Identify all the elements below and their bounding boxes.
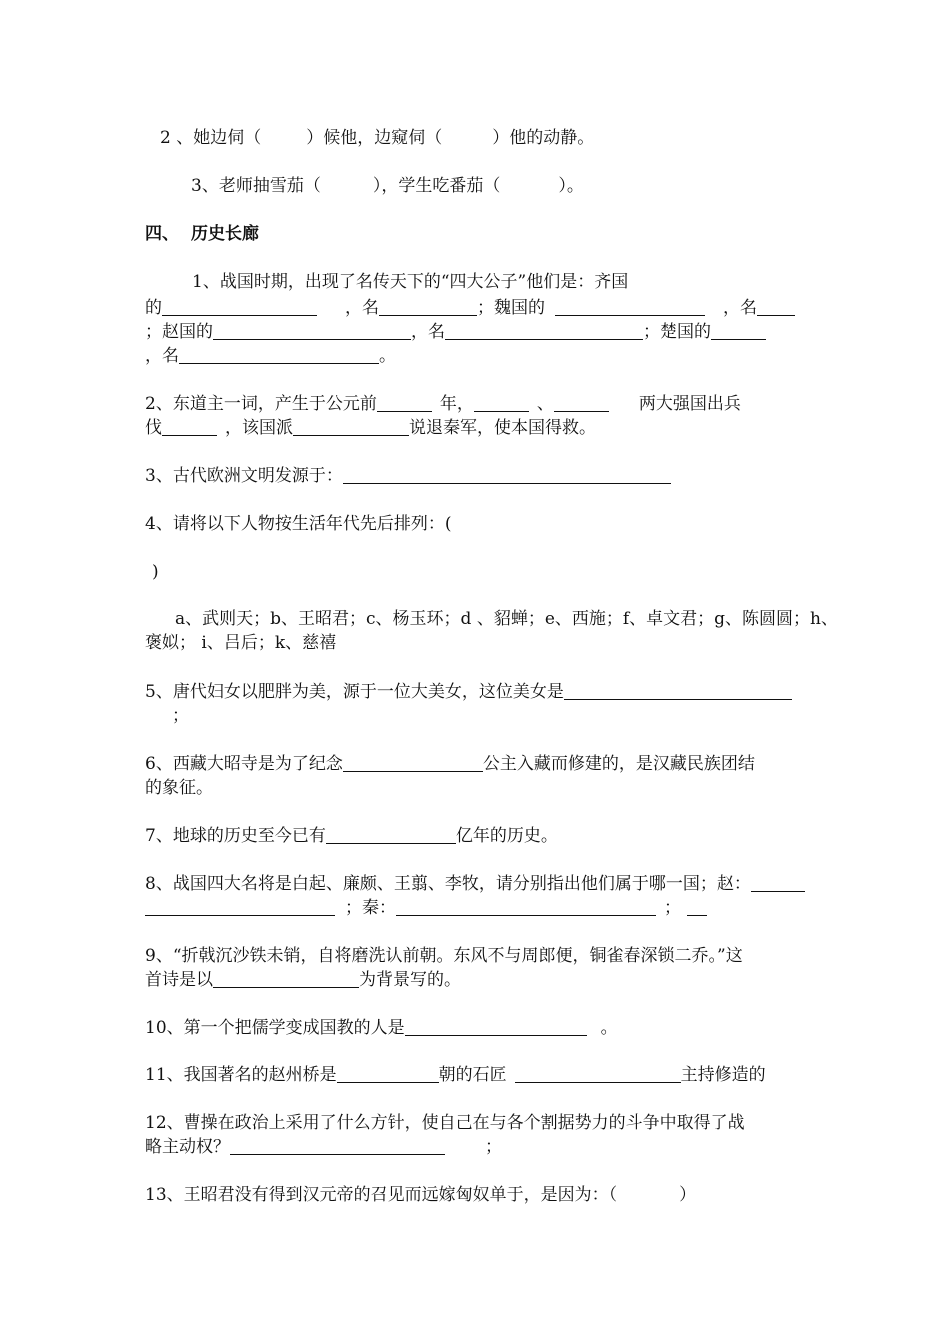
q8-line-1 (145, 872, 805, 896)
q5-text: 5、唐代妇女以肥胖为美，源于一位大美女，这位美女是 (145, 682, 564, 702)
q3-line (145, 464, 671, 488)
q7-line (145, 824, 558, 848)
q1-text: ，名 (723, 298, 757, 318)
q9-line-1: 9、“折戟沉沙铁未销，自将磨洗认前朝。东风不与周郎便，铜雀春深锁二乔。”这 (145, 946, 743, 966)
q4-line-2: ) (152, 562, 159, 582)
q8-line-2 (145, 896, 707, 920)
q1-line-3 (145, 320, 766, 344)
answer-blank[interactable] (293, 417, 409, 436)
q2-text: 、 (536, 394, 554, 414)
q6-line-1 (145, 752, 755, 776)
answer-blank[interactable] (555, 297, 705, 316)
answer-blank[interactable] (711, 321, 766, 340)
q8-text: 8、战国四大名将是白起、廉颇、王翦、李牧，请分别指出他们属于哪一国；赵： (145, 874, 751, 894)
q1-text: ；楚国的 (643, 322, 711, 342)
q10-text: 10、第一个把儒学变成国教的人是 (145, 1018, 405, 1038)
q4-options-line-2: 褒姒； i、吕后；k、慈禧 (145, 633, 337, 653)
q11-line (145, 1063, 766, 1087)
q13-line (145, 1183, 696, 1207)
answer-blank[interactable] (213, 321, 411, 340)
q1-text: ，名 (345, 298, 379, 318)
section-heading (145, 222, 259, 246)
q11-text: 主持修造的 (680, 1065, 766, 1085)
q1-line-1: 1、战国时期，出现了名传天下的“四大公子”他们是：齐国 (192, 272, 629, 292)
answer-blank[interactable] (757, 297, 795, 316)
q2-text: 伐 (145, 418, 162, 438)
section-title: 历史长廊 (191, 224, 259, 244)
q2-text: ，该国派 (225, 418, 293, 438)
q4-options-line-1: a、武则天；b、王昭君；c、杨玉环；d 、貂蝉；e、西施；f、卓文君；g、陈圆圆；h、 (175, 609, 839, 629)
q1-text: 。 (379, 346, 396, 366)
answer-blank[interactable] (162, 297, 317, 316)
q12-line-2 (145, 1135, 502, 1159)
answer-blank[interactable] (396, 897, 656, 916)
answer-blank[interactable] (405, 1017, 587, 1036)
q10-line (145, 1016, 618, 1040)
answer-blank[interactable] (213, 969, 359, 988)
answer-blank[interactable] (687, 897, 707, 916)
q13-text: ） (679, 1185, 697, 1205)
answer-blank[interactable] (145, 897, 335, 916)
q5-line-2: ； (172, 706, 189, 726)
q2-text: 说退秦军，使本国得救。 (409, 418, 596, 438)
q7-text: 亿年的历史。 (455, 826, 558, 846)
answer-blank[interactable] (179, 345, 379, 364)
q2-text: 年， (439, 394, 474, 414)
item-3 (191, 174, 584, 198)
q9-line-2 (145, 968, 461, 992)
q9-text: 为背景写的。 (359, 970, 461, 990)
q2-line-1 (145, 392, 741, 416)
q10-text: 。 (600, 1018, 618, 1038)
item-3-text-b: ），学生吃番茄（ (372, 176, 501, 196)
q1-text: ，名 (145, 346, 179, 366)
answer-blank[interactable] (751, 873, 805, 892)
item-2-text-a: 2 、她边伺（ (160, 128, 262, 148)
q1-line-4 (145, 344, 396, 368)
q3-text: 3、古代欧洲文明发源于： (145, 466, 343, 486)
q11-text: 朝的石匠 (438, 1065, 507, 1085)
q1-text: ；赵国的 (145, 322, 213, 342)
q5-line-1 (145, 680, 792, 704)
answer-blank[interactable] (230, 1136, 445, 1155)
q1-text: ；魏国的 (477, 298, 545, 318)
q13-text: 13、王昭君没有得到汉元帝的召见而远嫁匈奴单于，是因为：（ (145, 1185, 618, 1205)
q12-text: ； (485, 1137, 502, 1157)
item-2-text-c: ）他的动静。 (492, 128, 595, 148)
answer-blank[interactable] (379, 297, 477, 316)
q6-line-2: 的象征。 (145, 778, 213, 798)
item-3-text-a: 3、老师抽雪茄（ (191, 176, 321, 196)
section-number: 四、 (145, 224, 179, 244)
q2-text: 2、东道主一词，产生于公元前 (145, 394, 377, 414)
item-3-text-c: ）。 (558, 176, 584, 196)
q8-text: ； (664, 898, 681, 918)
answer-blank[interactable] (377, 393, 432, 412)
q2-line-2 (145, 416, 596, 440)
item-2-text-b: ）候他，边窥伺（ (306, 128, 443, 148)
answer-blank[interactable] (326, 825, 456, 844)
q1-line-2 (145, 296, 795, 320)
answer-blank[interactable] (554, 393, 609, 412)
answer-blank[interactable] (162, 417, 217, 436)
answer-blank[interactable] (564, 681, 792, 700)
q8-text: ；秦： (345, 898, 396, 918)
answer-blank[interactable] (343, 465, 671, 484)
q2-text: 两大强国出兵 (638, 394, 741, 414)
q12-line-1: 12、曹操在政治上采用了什么方针，使自己在与各个割据势力的斗争中取得了战 (145, 1113, 745, 1133)
item-2 (160, 126, 594, 150)
answer-blank[interactable] (515, 1064, 681, 1083)
q6-text: 6、西藏大昭寺是为了纪念 (145, 754, 343, 774)
q11-text: 11、我国著名的赵州桥是 (145, 1065, 337, 1085)
q1-text: ，名 (411, 322, 445, 342)
answer-blank[interactable] (445, 321, 643, 340)
answer-blank[interactable] (474, 393, 529, 412)
answer-blank[interactable] (343, 753, 483, 772)
answer-blank[interactable] (337, 1064, 439, 1083)
q9-text: 首诗是以 (145, 970, 213, 990)
q1-text: 的 (145, 298, 162, 318)
q7-text: 7、地球的历史至今已有 (145, 826, 326, 846)
q4-line-1: 4、请将以下人物按生活年代先后排列：( (145, 514, 452, 534)
q6-text: 公主入藏而修建的，是汉藏民族团结 (482, 754, 755, 774)
q12-text: 略主动权？ (145, 1137, 230, 1157)
